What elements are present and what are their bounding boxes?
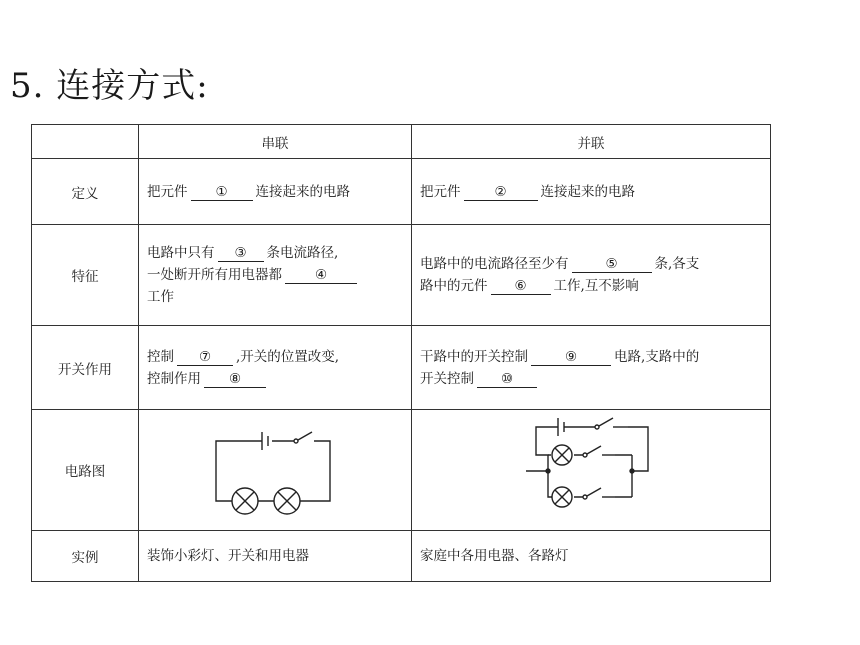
fill-blank-1: ① (191, 184, 253, 201)
header-parallel: 并联 (412, 125, 771, 159)
text-segment: 条,各支 (654, 256, 700, 272)
text-segment: 一处断开所有用电器都 (147, 267, 282, 283)
series-circuit-diagram (210, 425, 340, 515)
parallel-definition (412, 159, 771, 225)
text-segment: 把元件 (147, 183, 188, 200)
text-segment: 控制作用 (147, 370, 201, 387)
switch-icon (294, 432, 312, 443)
lamp-icon (274, 488, 300, 514)
fill-blank-5: ⑤ (572, 256, 652, 273)
parallel-switch (412, 326, 771, 410)
switch-icon (583, 446, 615, 457)
series-switch (139, 326, 412, 410)
text-segment: 工作,互不影响 (553, 278, 639, 294)
series-diagram-cell (139, 410, 412, 531)
lamp-icon (552, 487, 572, 507)
text-segment: 路中的元件 (420, 278, 488, 294)
series-example: 装饰小彩灯、开关和用电器 (139, 531, 412, 582)
text-segment: 连接起来的电路 (540, 183, 635, 200)
header-series: 串联 (139, 125, 412, 159)
row-switch (32, 326, 771, 410)
row-label-feature: 特征 (32, 225, 139, 326)
lamp-icon (552, 445, 572, 465)
connection-comparison-table (31, 124, 771, 582)
text-segment: ,开关的位置改变, (236, 348, 340, 365)
parallel-circuit-diagram (526, 415, 656, 525)
row-label-diagram: 电路图 (32, 410, 139, 531)
row-label-switch: 开关作用 (32, 326, 139, 410)
row-label-example: 实例 (32, 531, 139, 582)
switch-icon (583, 488, 615, 499)
fill-blank-8: ⑧ (204, 371, 266, 388)
fill-blank-6: ⑥ (491, 278, 551, 295)
parallel-diagram-cell (412, 410, 771, 531)
text-segment: 电路中的电流路径至少有 (420, 256, 569, 272)
row-feature (32, 225, 771, 326)
text-segment: 干路中的开关控制 (420, 348, 528, 365)
row-diagram (32, 410, 771, 531)
switch-icon (595, 418, 628, 429)
fill-blank-9: ⑨ (531, 349, 611, 366)
series-feature (139, 225, 412, 326)
text-segment: 把元件 (420, 183, 461, 200)
row-definition (32, 159, 771, 225)
text-segment: 开关控制 (420, 370, 474, 387)
text-segment: 连接起来的电路 (255, 183, 350, 200)
lamp-icon (232, 488, 258, 514)
text-segment: 控制 (147, 348, 174, 365)
text-segment: 电路,支路中的 (614, 348, 700, 365)
fill-blank-2: ② (464, 184, 538, 201)
fill-blank-4: ④ (285, 267, 357, 284)
text-segment: 条电流路径, (266, 245, 339, 261)
junction-dot (546, 469, 550, 473)
fill-blank-10: ⑩ (477, 371, 537, 388)
fill-blank-3: ③ (218, 245, 264, 262)
text-segment: 工作 (147, 289, 174, 305)
header-row (32, 125, 771, 159)
parallel-feature (412, 225, 771, 326)
parallel-example: 家庭中各用电器、各路灯 (412, 531, 771, 582)
row-label-definition: 定义 (32, 159, 139, 225)
junction-dot (630, 469, 634, 473)
row-example (32, 531, 771, 582)
section-heading: 5. 连接方式: (10, 66, 209, 106)
text-segment: 电路中只有 (147, 245, 215, 261)
series-wire (216, 441, 330, 501)
series-definition (139, 159, 412, 225)
header-empty-cell (32, 125, 139, 159)
fill-blank-7: ⑦ (177, 349, 233, 366)
